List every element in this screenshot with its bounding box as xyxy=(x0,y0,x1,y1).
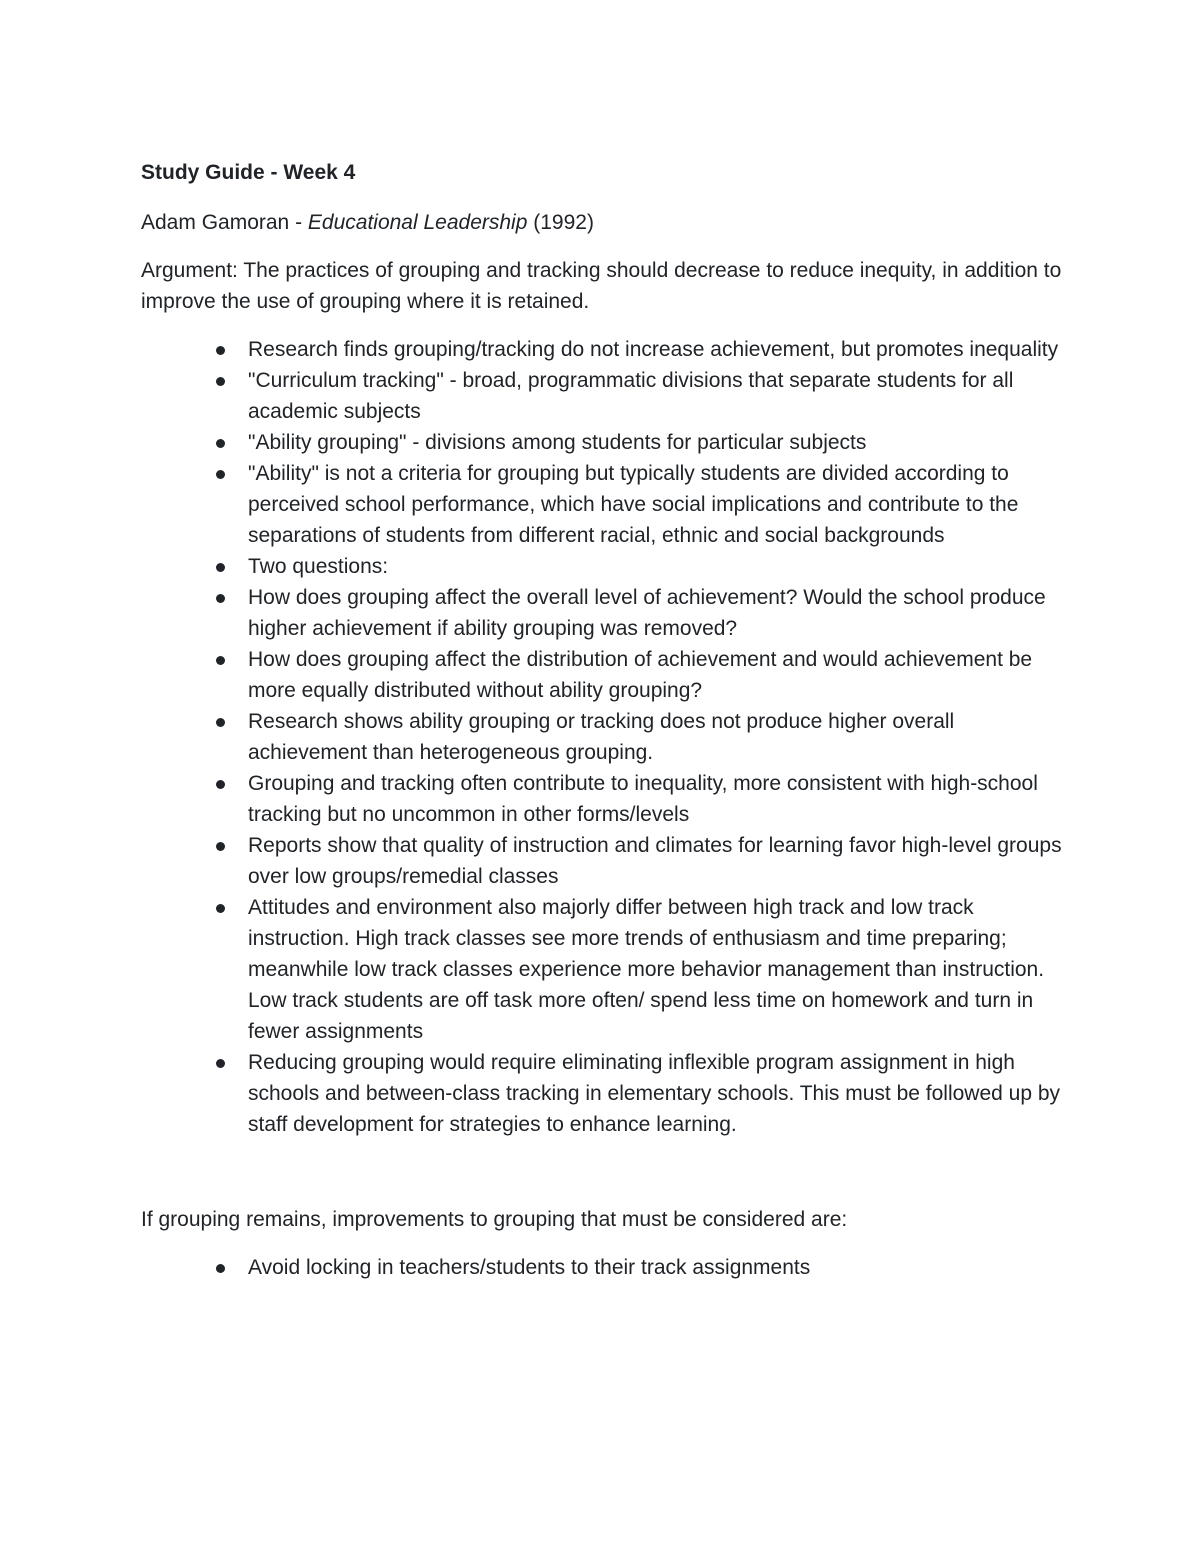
list-item-text: Avoid locking in teachers/students to their track assignments xyxy=(248,1256,811,1279)
list-item xyxy=(248,830,1071,892)
list-item-text: Reducing grouping would require eliminating inflexible program assignment in high schools and between-class tracking in elementary schools. This must be followed up by staff development for strategies to enhance learning. xyxy=(248,1051,1061,1136)
publication-title: Educational Leadership xyxy=(307,211,528,234)
bullet-icon xyxy=(216,346,225,355)
bullet-icon xyxy=(216,1059,225,1068)
publication-year: (1992) xyxy=(527,211,594,234)
bullet-icon xyxy=(216,842,225,851)
list-item-text: How does grouping affect the distribution of achievement and would achievement be more equally distributed without ability grouping? xyxy=(248,648,1033,702)
closing-paragraph: If grouping remains, improvements to grouping that must be considered are: xyxy=(141,1208,848,1231)
list-item-text: Attitudes and environment also majorly differ between high track and low track instruction. High track classes see more trends of enthusiasm and time preparing; meanwhile low track classes experience more behavior management than instruction. Low track students are off task more often/ spend less time on homework and turn in fewer assignments xyxy=(248,896,1045,1043)
improvements-list xyxy=(141,1252,1071,1283)
list-item-text: How does grouping affect the overall level of achievement? Would the school produce higher achievement if ability grouping was removed? xyxy=(248,586,1046,640)
list-item xyxy=(248,458,1071,551)
list-item xyxy=(248,551,1071,582)
list-item-text: Research shows ability grouping or tracking does not produce higher overall achievement than heterogeneous grouping. xyxy=(248,710,955,764)
list-item xyxy=(248,768,1071,830)
bullet-icon xyxy=(216,439,225,448)
bullet-icon xyxy=(216,780,225,789)
list-item-text: Two questions: xyxy=(248,555,389,578)
list-item-text: Reports show that quality of instruction and climates for learning favor high-level groups over low groups/remedial classes xyxy=(248,834,1062,888)
author-name: Adam Gamoran - xyxy=(141,211,308,234)
list-item xyxy=(248,582,1071,644)
bullet-icon xyxy=(216,904,225,913)
bullet-icon xyxy=(216,1264,225,1273)
list-item xyxy=(248,892,1071,1047)
list-item-text: Grouping and tracking often contribute to inequality, more consistent with high-school tracking but no uncommon in other forms/levels xyxy=(248,772,1038,826)
bullet-icon xyxy=(216,470,225,479)
bullet-icon xyxy=(216,594,225,603)
document-title: Study Guide - Week 4 xyxy=(141,161,356,184)
bullet-icon xyxy=(216,563,225,572)
list-item xyxy=(248,427,1071,458)
bullet-icon xyxy=(216,377,225,386)
bullet-icon xyxy=(216,656,225,665)
list-item-text: Research finds grouping/tracking do not increase achievement, but promotes inequality xyxy=(248,338,1059,361)
bullet-icon xyxy=(216,718,225,727)
list-item-text: "Ability" is not a criteria for grouping but typically students are divided according to perceived school performance, which have social implications and contribute to the separations of students from different racial, ethnic and social backgrounds xyxy=(248,462,1019,547)
list-item xyxy=(248,706,1071,768)
argument-paragraph: Argument: The practices of grouping and tracking should decrease to reduce inequity, in addition to improve the use of grouping where it is retained. xyxy=(141,259,1062,313)
list-item xyxy=(248,1047,1071,1140)
list-item xyxy=(248,365,1071,427)
document-page xyxy=(141,157,1071,1283)
list-item xyxy=(248,644,1071,706)
list-item xyxy=(248,1252,1071,1283)
list-item xyxy=(248,334,1071,365)
points-list xyxy=(141,334,1071,1140)
list-item-text: "Curriculum tracking" - broad, programmatic divisions that separate students for all academic subjects xyxy=(248,369,1014,423)
list-item-text: "Ability grouping" - divisions among students for particular subjects xyxy=(248,431,867,454)
author-line xyxy=(141,207,1071,238)
